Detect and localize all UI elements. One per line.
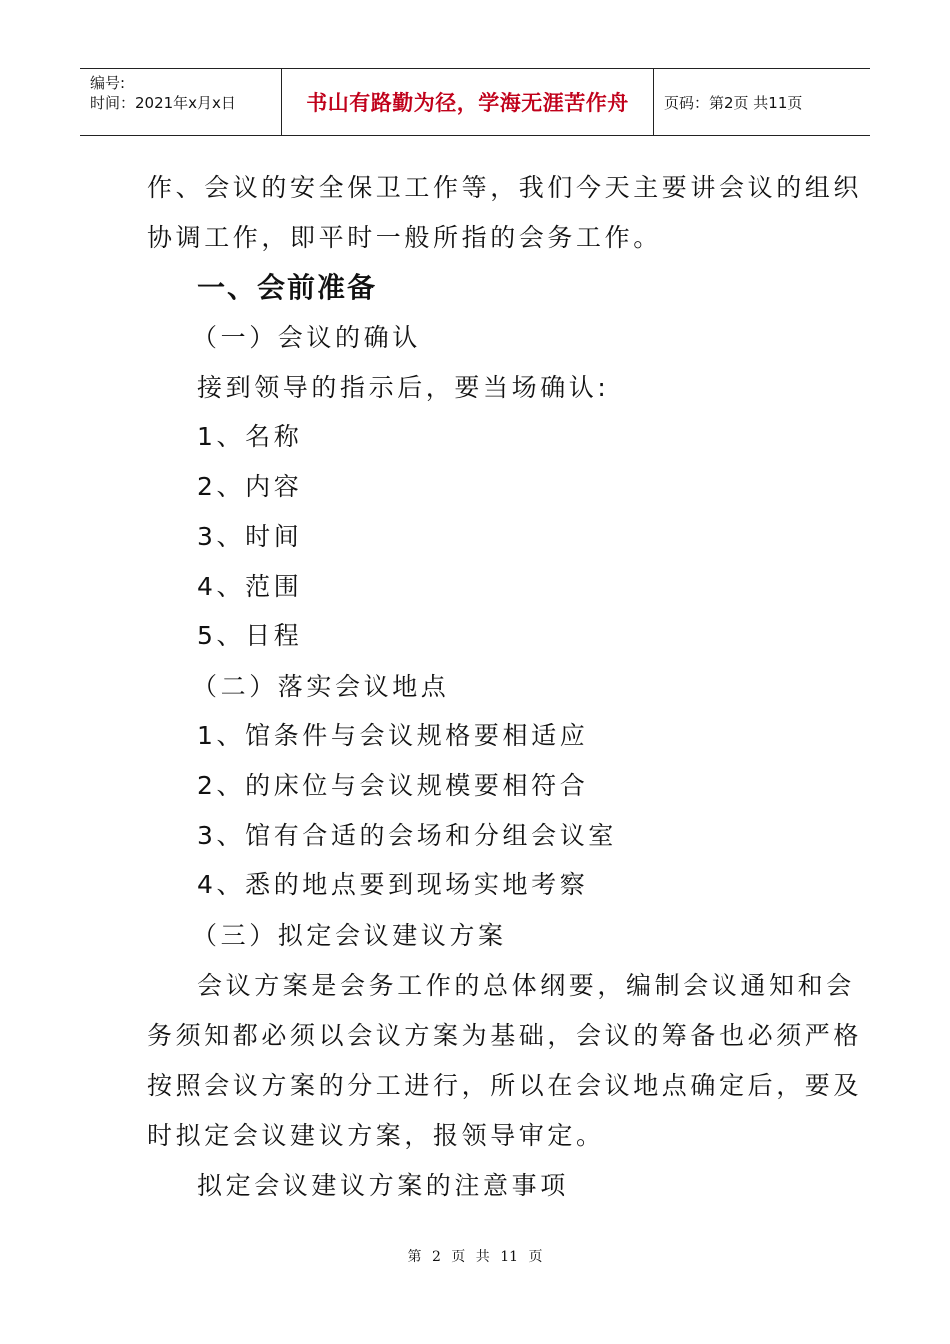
paragraph-line: 务须知都必须以会议方案为基础，会议的筹备也必须严格 [147,1021,863,1050]
list-item: 4、悉的地点要到现场实地考察 [197,870,589,899]
paragraph-line: 拟定会议建议方案的注意事项 [197,1171,569,1200]
document-number: 编号: [90,74,126,92]
list-item: 3、时间 [197,522,303,551]
list-item: 4、范围 [197,572,303,601]
subsection-title: （三）拟定会议建议方案 [192,921,507,950]
list-item: 1、馆条件与会议规格要相适应 [197,721,589,750]
paragraph-line: 作、会议的安全保卫工作等，我们今天主要讲会议的组织 [147,173,863,202]
subsection-title: （二）落实会议地点 [192,672,450,701]
paragraph-line: 按照会议方案的分工进行，所以在会议地点确定后，要及 [147,1071,863,1100]
paragraph-line: 会议方案是会务工作的总体纲要，编制会议通知和会 [197,971,855,1000]
list-item: 3、馆有合适的会场和分组会议室 [197,821,617,850]
paragraph-line: 协调工作，即平时一般所指的会务工作。 [147,223,662,252]
header-page-info: 页码：第2页 共11页 [664,93,803,112]
subsection-title: （一）会议的确认 [192,323,421,352]
paragraph-line: 时拟定会议建议方案，报领导审定。 [147,1121,605,1150]
list-item: 2、内容 [197,472,303,501]
paragraph-line: 接到领导的指示后，要当场确认: [197,373,610,402]
list-item: 2、的床位与会议规模要相符合 [197,771,589,800]
section-title: 一、会前准备 [197,271,378,304]
list-item: 5、日程 [197,621,303,650]
header-motto: 书山有路勤为径，学海无涯苦作舟 [282,69,654,135]
list-item: 1、名称 [197,422,303,451]
page-header [80,68,870,136]
document-time: 时间：2021年x月x日 [90,94,236,112]
header-meta [80,69,282,135]
page-footer: 第 2 页 共 11 页 [407,1249,543,1265]
